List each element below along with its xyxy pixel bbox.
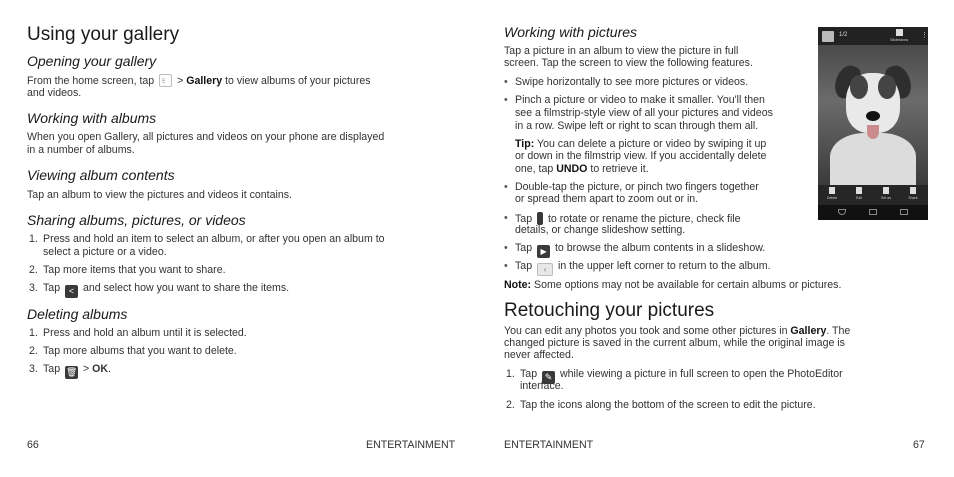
list-item: 1. Press and hold an album until it is selected. xyxy=(29,327,247,339)
list-item-line2: details, or change slideshow setting. xyxy=(515,224,686,236)
phone-action-bar xyxy=(818,27,928,45)
working-pictures-intro2: screen. Tap the screen to view the following features. xyxy=(504,57,753,69)
viewing-album-text: Tap an album to view the pictures and videos it contains. xyxy=(27,189,292,201)
phone-nav-bar xyxy=(818,205,928,220)
section-heading-viewing-album: Viewing album contents xyxy=(27,167,175,183)
list-item-line2: select a picture or a video. xyxy=(43,246,167,258)
working-albums-line2: in a number of albums. xyxy=(27,144,135,156)
list-item-line3: in a row. Swipe left or right to scan through them all. xyxy=(515,120,759,132)
page-number: 67 xyxy=(913,439,925,451)
list-item: • Pinch a picture or video to make it smaller. You'll then xyxy=(515,94,765,107)
section-heading-sharing: Sharing albums, pictures, or videos xyxy=(27,212,246,228)
list-item: • Tap ‹ in the upper left corner to return to the album. xyxy=(515,260,771,276)
set-as-icon xyxy=(883,187,889,194)
album-thumbnail-icon xyxy=(822,31,834,42)
retouching-intro1: You can edit any photos you took and some other pictures in Gallery. The xyxy=(504,325,851,337)
more-options-icon: ⋮ xyxy=(921,32,928,39)
set-as-tool: Set as xyxy=(875,187,897,200)
working-albums-line1: When you open Gallery, all pictures and videos on your phone are displayed xyxy=(27,131,385,143)
page-number: 66 xyxy=(27,439,39,451)
back-nav-icon xyxy=(838,209,846,215)
list-item: 2. Tap more albums that you want to delete. xyxy=(29,345,237,357)
list-item-line2: interface. xyxy=(520,380,564,392)
retouching-intro3: never affected. xyxy=(504,349,574,361)
list-item: 1. Press and hold an item to select an album, or after you open an album to xyxy=(29,233,385,245)
list-item: 1. Tap ✎ while viewing a picture in full screen to open the PhotoEditor xyxy=(506,368,843,382)
note: Note: Some options may not be available for certain albums or pictures. xyxy=(504,279,842,291)
section-title-retouching: Retouching your pictures xyxy=(504,300,715,321)
picture-count: 1/2 xyxy=(839,32,848,38)
slideshow-icon: ▶ xyxy=(537,245,550,258)
slideshow-icon xyxy=(896,29,903,36)
edit-tool: Edit xyxy=(848,187,870,200)
list-item: 2. Tap the icons along the bottom of the screen to edit the picture. xyxy=(506,399,816,411)
list-item: • Tap to rotate or rename the picture, check file xyxy=(515,212,741,226)
list-item: • Double-tap the picture, or pinch two fingers together xyxy=(515,181,759,194)
section-heading-working-pictures: Working with pictures xyxy=(504,24,638,40)
list-item: 2. Tap more items that you want to share. xyxy=(29,264,226,276)
list-item-line2: see a filmstrip-style view of all your pictures and videos xyxy=(515,107,773,119)
list-item: • Tap ▶ to browse the album contents in a slideshow. xyxy=(515,242,765,258)
phone-bottom-toolbar xyxy=(818,185,928,205)
edit-icon: ✎ xyxy=(542,371,555,384)
opening-gallery-text-line2: and videos. xyxy=(27,87,82,99)
page-title: Using your gallery xyxy=(27,24,180,45)
right-page xyxy=(477,0,954,477)
share-tool: Share xyxy=(902,187,924,200)
tip-line3: one, tap UNDO to retrieve it. xyxy=(515,163,649,175)
trash-icon: 🗑 xyxy=(65,367,78,377)
working-pictures-intro1: Tap a picture in an album to view the picture in full xyxy=(504,45,739,57)
dog-photo xyxy=(818,45,928,185)
section-heading-deleting: Deleting albums xyxy=(27,306,128,322)
section-heading-opening-gallery: Opening your gallery xyxy=(27,53,157,69)
share-icon: < xyxy=(65,285,78,298)
album-back-icon: ‹ xyxy=(537,263,553,276)
delete-tool: Delete xyxy=(821,187,843,200)
list-item: • Swipe horizontally to see more pictures or videos. xyxy=(515,76,748,89)
slideshow-label: Slideshow xyxy=(890,37,909,42)
opening-gallery-text: From the home screen, tap ⁝⁝⁝ > Gallery to view albums of your pictures xyxy=(27,74,457,88)
trash-icon xyxy=(829,187,835,194)
list-item-line2: or spread them apart to zoom out or in. xyxy=(515,193,699,205)
list-item: 3. Tap < and select how you want to share the items. xyxy=(29,282,290,296)
apps-icon xyxy=(159,74,172,87)
phone-screenshot xyxy=(818,27,928,220)
home-nav-icon xyxy=(869,209,877,215)
tip-line2: or down in the filmstrip view. If you accidentally delete xyxy=(515,150,767,162)
tip-line1: Tip: You can delete a picture or video by swiping it up xyxy=(515,138,767,150)
list-item: 3. Tap 🗑 > OK. xyxy=(29,363,111,377)
share-icon xyxy=(910,187,916,194)
retouching-intro2: changed picture is saved in the current album, while the original image is xyxy=(504,337,845,349)
footer-label: ENTERTAINMENT xyxy=(504,439,594,451)
recent-apps-icon xyxy=(900,209,908,215)
edit-icon xyxy=(856,187,862,194)
footer-label: ENTERTAINMENT xyxy=(366,439,456,451)
section-heading-working-albums: Working with albums xyxy=(27,110,157,126)
